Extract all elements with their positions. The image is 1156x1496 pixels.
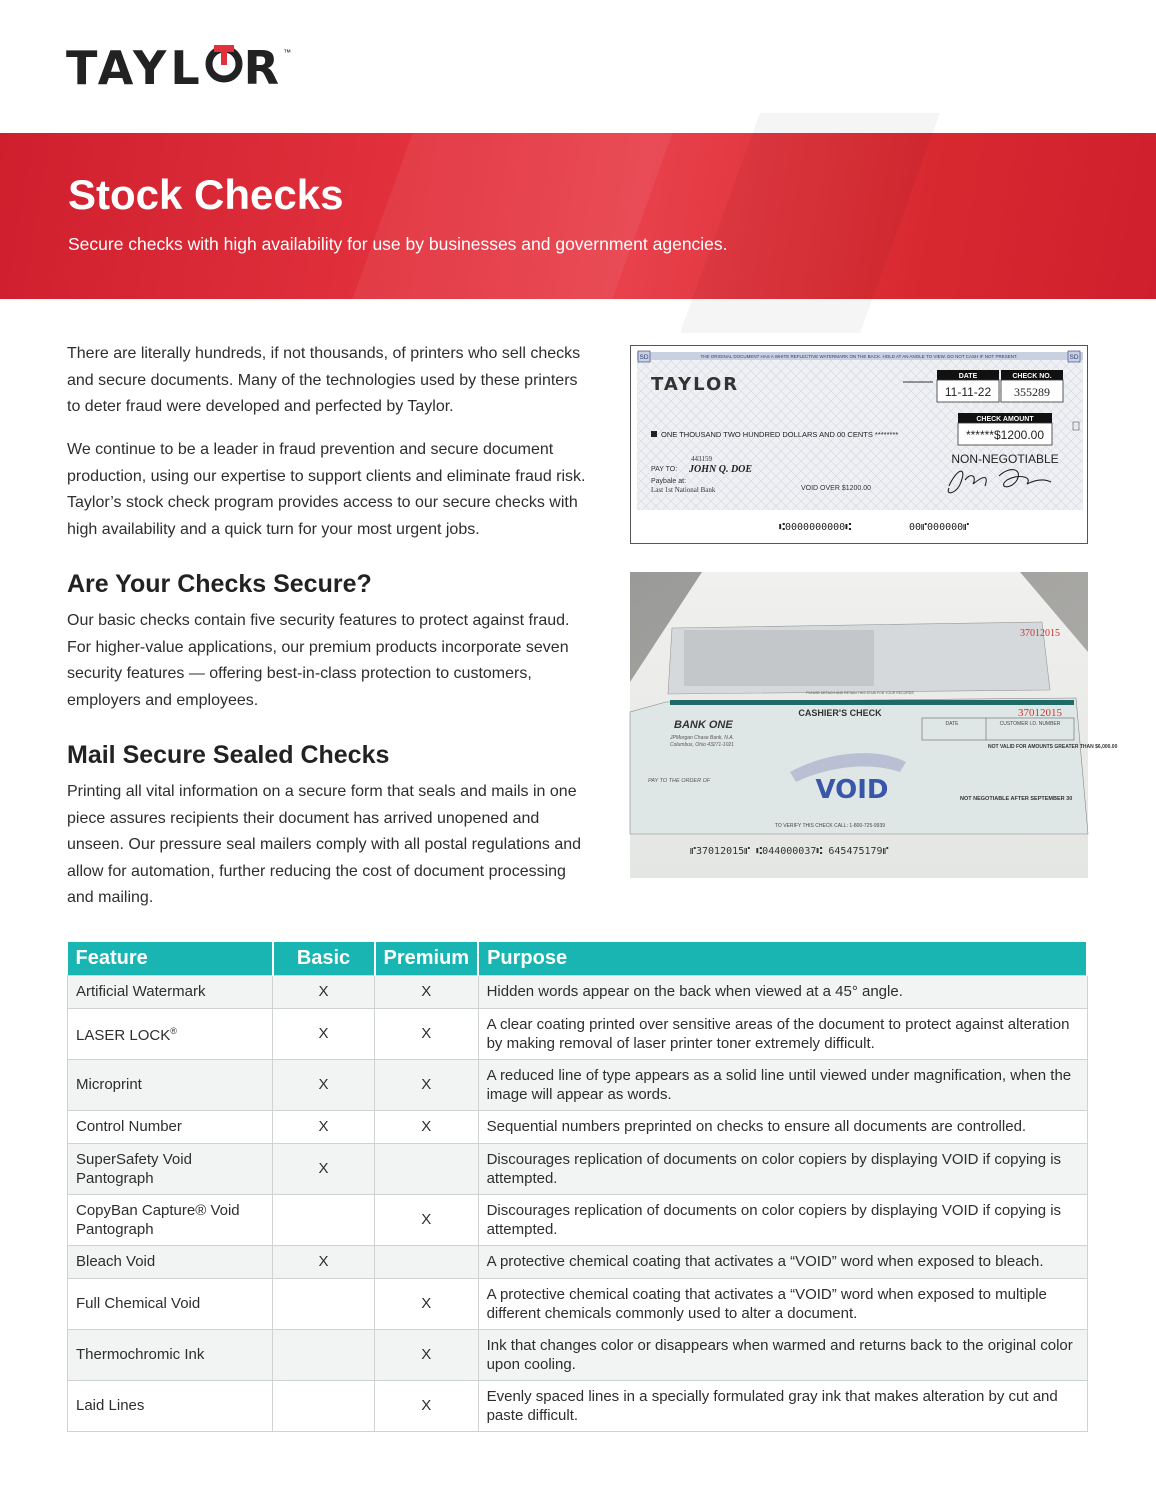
micr-line-left: ⑆0000000000⑆ <box>779 522 852 533</box>
table-row <box>68 1143 1088 1194</box>
premium-cell <box>375 1278 479 1329</box>
amount-in-words: ONE THOUSAND TWO HUNDRED DOLLARS AND 00 CENTS ******** <box>661 430 899 439</box>
logo-text-right: R <box>243 41 284 95</box>
feature-cell-text: Laid Lines <box>76 1397 145 1414</box>
section-heading-secure: Are Your Checks Secure? <box>67 570 372 598</box>
feature-cell <box>68 1059 273 1110</box>
premium-cell-text: X <box>421 1346 432 1363</box>
basic-cell <box>273 1245 375 1278</box>
purpose-cell <box>478 1245 1087 1278</box>
purpose-cell <box>478 1329 1087 1380</box>
purpose-cell-text: Evenly spaced lines in a specially formulated gray ink that makes alteration by cut and paste difficult. <box>486 1387 1058 1424</box>
void-over-note: VOID OVER $1200.00 <box>801 485 872 492</box>
check-serial: 37012015 <box>1018 707 1062 719</box>
taylor-o-icon <box>204 44 244 84</box>
pay-order-label: PAY TO THE ORDER OF <box>648 778 711 784</box>
non-negotiable-label: NON-NEGOTIABLE <box>951 452 1059 466</box>
bank-name: Last 1st National Bank <box>651 486 716 494</box>
verify-note: TO VERIFY THIS CHECK CALL: 1-800-725-9939 <box>774 823 886 829</box>
feature-cell-text: LASER LOCK <box>76 1027 171 1044</box>
premium-cell <box>375 1110 479 1143</box>
table-row <box>68 1059 1088 1110</box>
basic-cell <box>273 1194 375 1245</box>
stub-serial: 37012015 <box>1020 628 1060 639</box>
hero-banner <box>0 133 1156 299</box>
bank-name-line: JPMorgan Chase Bank, N.A. <box>670 735 734 741</box>
feature-cell-text: CopyBan Capture® Void Pantograph <box>76 1201 240 1238</box>
bank-one-logo: BANK ONE <box>674 719 733 731</box>
purpose-cell-text: A protective chemical coating that activates a “VOID” word when exposed to multiple different chemicals commonly used to alter a document. <box>486 1285 1047 1322</box>
purpose-cell <box>478 1380 1087 1431</box>
premium-cell <box>375 1245 479 1278</box>
feature-cell <box>68 1008 273 1059</box>
premium-cell <box>375 1008 479 1059</box>
pay-to-label: PAY TO: <box>651 466 678 473</box>
sample-check-drawing <box>631 346 1087 543</box>
feature-cell <box>68 1110 273 1143</box>
section-heading-mail: Mail Secure Sealed Checks <box>67 741 390 769</box>
payee-name: JOHN Q. DOE <box>689 464 753 475</box>
feature-cell <box>68 1143 273 1194</box>
table-row <box>68 1329 1088 1380</box>
purpose-cell <box>478 1194 1087 1245</box>
purpose-cell <box>478 1059 1087 1110</box>
page-title: Stock Checks <box>68 171 344 218</box>
table-row <box>68 1194 1088 1245</box>
basic-cell <box>273 1380 375 1431</box>
premium-cell <box>375 1380 479 1431</box>
premium-cell-text: X <box>421 1295 432 1312</box>
purpose-cell-text: A reduced line of type appears as a solid line until viewed under magnification, when the image will appear as words. <box>486 1066 1072 1103</box>
feature-cell-text: Full Chemical Void <box>76 1295 201 1312</box>
check-amount-label: CHECK AMOUNT <box>976 416 1034 423</box>
logo-text-left: TAYL <box>66 41 204 95</box>
security-features-table <box>67 942 1088 1432</box>
sample-check-image <box>630 345 1088 544</box>
feature-cell-text: Microprint <box>76 1076 142 1093</box>
check-logo: TAYLOR <box>651 374 740 395</box>
basic-cell <box>273 1143 375 1194</box>
taylor-logo <box>66 41 292 95</box>
table-row <box>68 1380 1088 1431</box>
payable-label: Paybale at: <box>651 478 687 485</box>
customer-id-label: CUSTOMER I.D. NUMBER <box>999 721 1061 727</box>
purpose-cell <box>478 1143 1087 1194</box>
trademark-mark: ™ <box>283 48 292 57</box>
purpose-cell <box>478 1278 1087 1329</box>
feature-cell <box>68 975 273 1008</box>
premium-cell <box>375 1143 479 1194</box>
banner-decoration <box>680 113 940 333</box>
bank-city-line: Columbus, Ohio 43271-1021 <box>670 742 734 748</box>
header-premium: Premium <box>375 942 479 975</box>
feature-cell <box>68 1194 273 1245</box>
purpose-cell-text: Discourages replication of documents on color copiers by displaying VOID if copying is attempted. <box>486 1150 1062 1187</box>
table-row <box>68 1278 1088 1329</box>
purpose-cell-text: Sequential numbers preprinted on checks to ensure all documents are controlled. <box>486 1118 1027 1135</box>
header-basic: Basic <box>273 942 375 975</box>
registered-mark: ® <box>170 1026 177 1036</box>
feature-cell <box>68 1380 273 1431</box>
basic-cell-text: X <box>318 1025 329 1042</box>
section-body-mail: Printing all vital information on a secure form that seals and mails in one piece assures recipients their document has arrived unopened and unseen. Our pressure seal mailers comply with all postal regulations and allow for automation, further reducing the cost of document processing and mailing. <box>67 783 582 906</box>
table-row <box>68 975 1088 1008</box>
premium-cell-text: X <box>421 1025 432 1042</box>
premium-cell <box>375 975 479 1008</box>
purpose-cell <box>478 1110 1087 1143</box>
premium-cell <box>375 1329 479 1380</box>
intro-paragraph-1: There are literally hundreds, if not thousands, of printers who sell checks and secure documents. Many of the technologies used by these printers to deter fraud were developed and perfected by Taylor. <box>67 345 581 415</box>
basic-cell-text: X <box>318 1076 329 1093</box>
feature-cell <box>68 1329 273 1380</box>
check-number: 355289 <box>1014 385 1050 399</box>
basic-cell-text: X <box>318 1160 329 1177</box>
basic-cell <box>273 1110 375 1143</box>
feature-cell-text: Artificial Watermark <box>76 983 206 1000</box>
table-row <box>68 1110 1088 1143</box>
negotiable-note: NOT NEGOTIABLE AFTER SEPTEMBER 30 <box>960 796 1073 802</box>
table-header-row <box>68 942 1088 975</box>
check-badge-left: SD <box>639 354 649 361</box>
header-purpose: Purpose <box>478 942 1087 975</box>
feature-cell-text: SuperSafety Void Pantograph <box>76 1150 192 1187</box>
feature-cell <box>68 1278 273 1329</box>
premium-cell-text: X <box>421 1397 432 1414</box>
basic-cell-text: X <box>318 1118 329 1135</box>
check-amount: ******$1200.00 <box>965 428 1045 442</box>
premium-cell-text: X <box>421 983 432 1000</box>
cashier-micr-line: ⑈37012015⑈ ⑆044000037⑆ 645475179⑈ <box>690 846 889 857</box>
basic-cell <box>273 1329 375 1380</box>
check-no-label: CHECK NO. <box>1012 373 1052 380</box>
purpose-cell-text: Hidden words appear on the back when viewed at a 45° angle. <box>486 983 903 1000</box>
table-row <box>68 1008 1088 1059</box>
basic-cell-text: X <box>318 1253 329 1270</box>
page-subtitle: Secure checks with high availability for use by businesses and government agencies. <box>68 234 728 254</box>
check-date: 11-11-22 <box>944 385 992 399</box>
basic-cell-text: X <box>318 983 329 1000</box>
premium-cell-text: X <box>421 1211 432 1228</box>
feature-cell-text: Control Number <box>76 1118 182 1135</box>
purpose-cell <box>478 1008 1087 1059</box>
check-watermark-note: THE ORIGINAL DOCUMENT HAS A WHITE REFLECTIVE WATERMARK ON THE BACK. HOLD AT AN ANGLE TO VIEW. DO NOT CASH IF NOT PRESENT. <box>700 354 1018 359</box>
table-row <box>68 1245 1088 1278</box>
feature-cell-text: Bleach Void <box>76 1253 156 1270</box>
feature-cell-text: Thermochromic Ink <box>76 1346 205 1363</box>
not-valid-note: NOT VALID FOR AMOUNTS GREATER THAN $6,000.00 <box>988 744 1118 750</box>
premium-cell <box>375 1194 479 1245</box>
date-label: DATE <box>958 373 978 380</box>
basic-cell <box>273 1059 375 1110</box>
header-feature: Feature <box>68 942 273 975</box>
check-badge-right: SD <box>1069 354 1079 361</box>
cashiers-check-drawing <box>630 572 1118 878</box>
banner-decoration <box>340 113 680 333</box>
feature-cell <box>68 1245 273 1278</box>
void-pantograph: VOID <box>815 775 889 805</box>
premium-cell <box>375 1059 479 1110</box>
purpose-cell-text: A clear coating printed over sensitive areas of the document to protect against alteration by making removal of laser printer toner extremely difficult. <box>486 1015 1070 1052</box>
premium-cell-text: X <box>421 1118 432 1135</box>
account-number: 443159 <box>691 455 712 463</box>
cashiers-check-title: CASHIER'S CHECK <box>798 708 882 718</box>
basic-cell <box>273 975 375 1008</box>
detach-note: PLEASE DETACH AND RETAIN THIS STUB FOR YOUR RECORDS <box>806 691 914 695</box>
table-body <box>68 975 1088 1431</box>
purpose-cell-text: Ink that changes color or disappears when warmed and returns back to the original color upon cooling. <box>486 1336 1073 1373</box>
intro-paragraph-2: We continue to be a leader in fraud prevention and secure document production, using our expertise to support clients and eliminate fraud risk. Taylor’s stock check program provides access to our secure checks with high availability and a quick turn for your most urgent jobs. <box>67 441 586 538</box>
purpose-cell-text: A protective chemical coating that activates a “VOID” word when exposed to bleach. <box>486 1253 1044 1270</box>
basic-cell <box>273 1008 375 1059</box>
purpose-cell <box>478 975 1087 1008</box>
cashier-date-label: DATE <box>945 721 959 727</box>
purpose-cell-text: Discourages replication of documents on color copiers by displaying VOID if copying is attempted. <box>486 1201 1062 1238</box>
cashiers-check-photo <box>630 572 1118 878</box>
micr-line-right: 00⑈000000⑈ <box>909 522 970 533</box>
basic-cell <box>273 1278 375 1329</box>
section-body-secure: Our basic checks contain five security features to protect against fraud. For higher-value applications, our premium products incorporate seven security features — offering best-in-class protection to customers, employers and employees. <box>67 612 570 709</box>
premium-cell-text: X <box>421 1076 432 1093</box>
